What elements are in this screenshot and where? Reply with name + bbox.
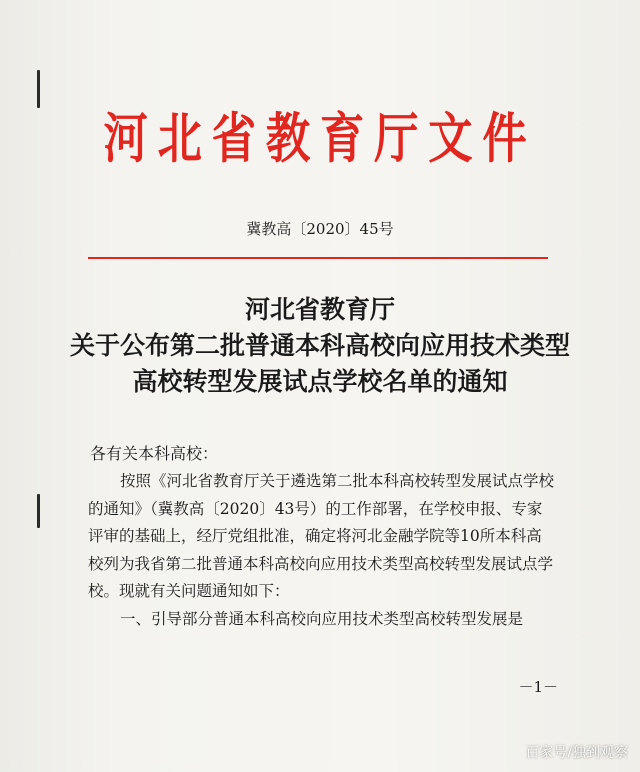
notice-title (0, 292, 640, 400)
binder-mark (37, 70, 40, 108)
body-paragraph: 一、引导部分普通本科高校向应用技术类型高校转型发展是 (120, 609, 524, 628)
document-number: 冀教高〔2020〕45号 (246, 220, 394, 238)
body-paragraph: 按照《河北省教育厅关于遴选第二批本科高校转型发展试点学校的通知》（冀教高〔2020〕43号）的工作部署，在学校申报、专家评审的基础上，经厅党组批准，确定将河北金融学院等10所本科高校列为我省第二批普通本科高校向应用技术类型高校转型发展试点学校。现就有关问题通知如下： (88, 472, 555, 601)
page-number: －1－ (518, 678, 558, 696)
document-header-title: 河北省教育厅文件 (103, 107, 537, 170)
watermark: 百家号/独到观察 (525, 745, 628, 761)
notice-title-line: 高校转型发展试点学校名单的通知 (132, 367, 508, 396)
salutation: 各有关本科高校： (90, 444, 219, 463)
document-body (88, 468, 556, 634)
notice-title-line: 河北省教育厅 (244, 295, 395, 324)
binder-mark (37, 494, 40, 528)
red-divider (88, 257, 548, 259)
notice-title-line: 关于公布第二批普通本科高校向应用技术类型 (69, 331, 570, 360)
